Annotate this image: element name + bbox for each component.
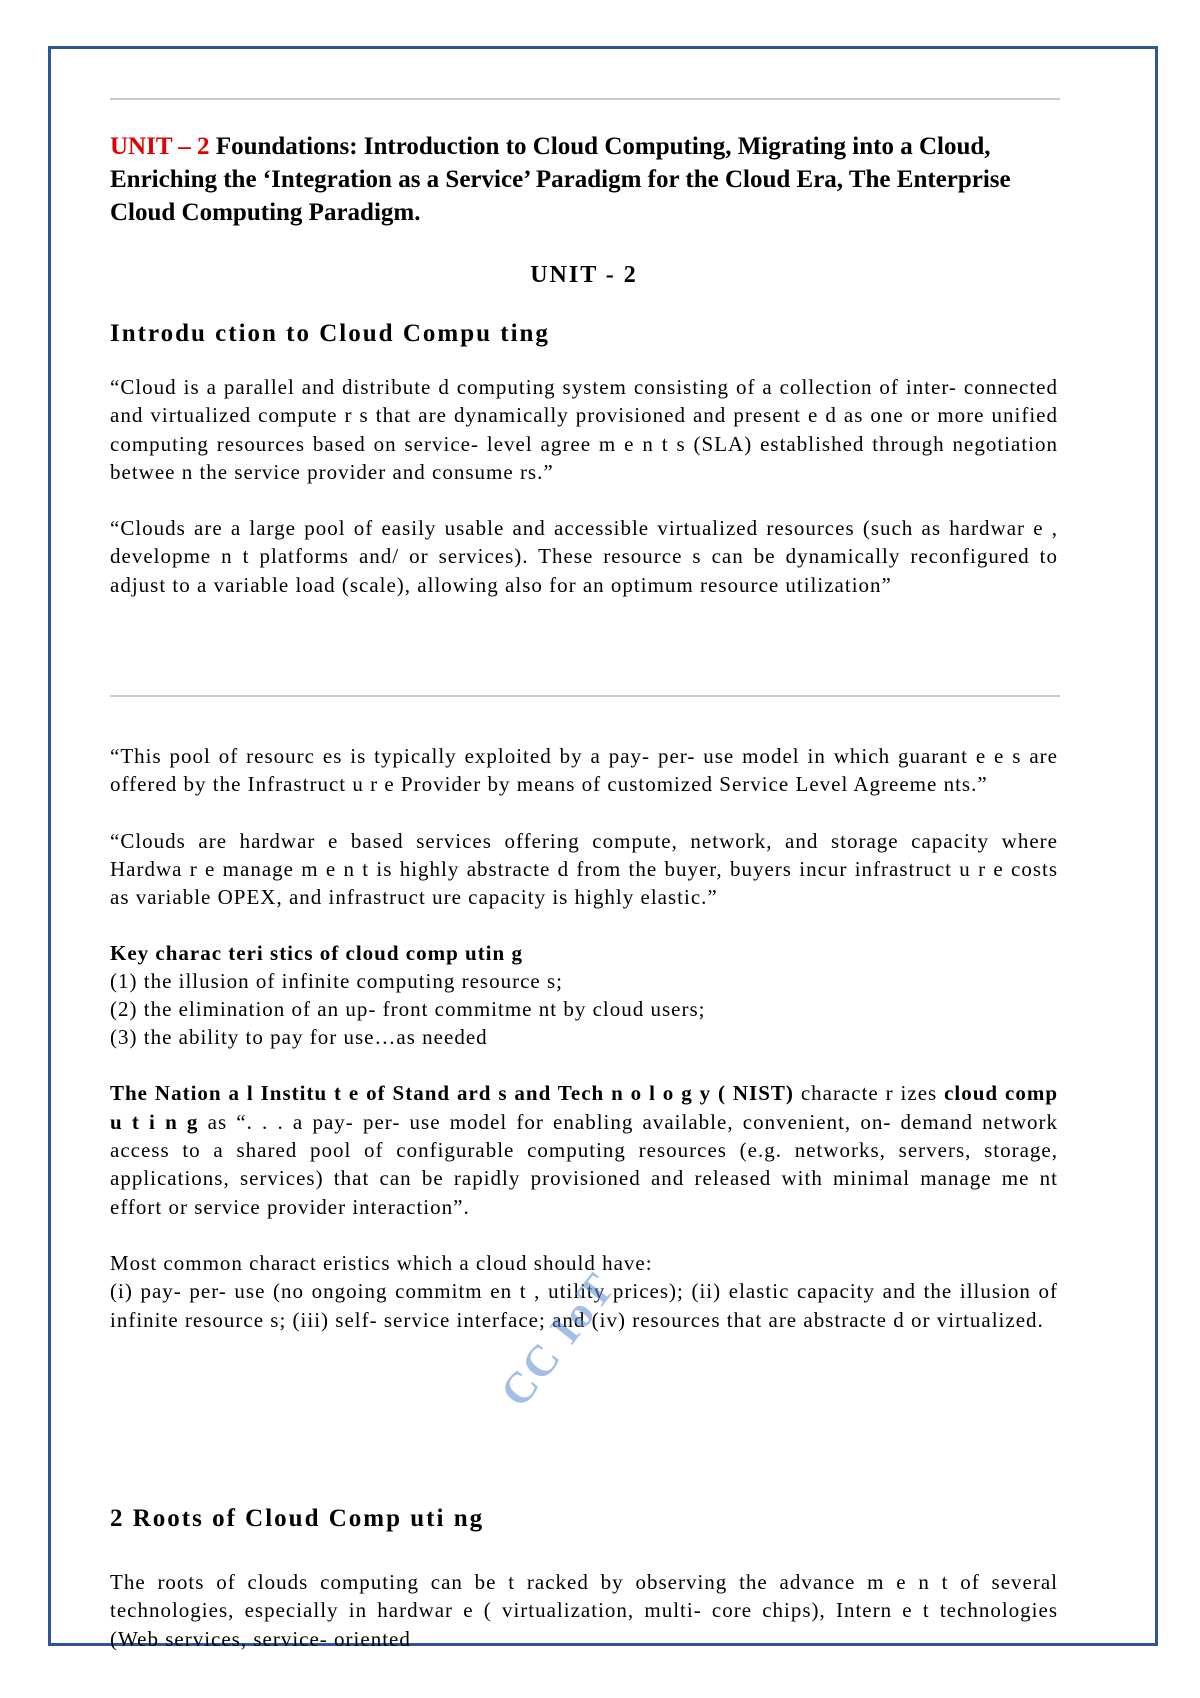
paragraph-definition-2: “Clouds are a large pool of easily usable and accessible virtualized resources (such as hardwar e , developme n t platforms and/ or services). These resource s can be dynamically reconfigured to adjust to a variable load (scale), allowing also for an optimum resource utilization” (110, 516, 1058, 597)
watermark: CC IoT (490, 1263, 625, 1416)
list-item: (2) the elimination of an up- front commitme nt by cloud users; (110, 997, 706, 1022)
page-break-rule (110, 695, 1060, 697)
top-rule (110, 98, 1060, 100)
list-item: (1) the illusion of infinite computing resource s; (110, 969, 563, 994)
nist-paragraph (110, 1079, 1058, 1220)
unit-title: UNIT - 2 (530, 262, 638, 288)
key-characteristics-heading: Key charac teri stics of cloud comp utin g (110, 941, 523, 966)
paragraph-definition-4: “Clouds are hardwar e based services offering compute, network, and storage capacity where Hardwa r e manage m e n t is highly abstracte d from the buyer, buyers incur infrastruct u r e costs as variable OPEX, and infrastruct ure capacity is highly elastic.” (110, 828, 1058, 910)
paragraph-definition-3: “This pool of resourc es is typically exploited by a pay- per- use model in which guarant e e s are offered by the Infrastruct u r e Provider by means of customized Service Level Agreeme nts.” (110, 744, 1058, 797)
list-item: (3) the ability to pay for use…as needed (110, 1025, 488, 1050)
document-body-continued (110, 742, 1058, 1334)
common-characteristics-text: (i) pay- per- use (no ongoing commitm en t , utility prices); (ii) elastic capacity and the illusion of infinite resource s; (iii) self- service interface; and (iv) resources that are abstracte d or virtualized. (110, 1279, 1058, 1332)
roots-heading: 2 Roots of Cloud Comp uti ng (110, 1505, 485, 1532)
roots-section (110, 1568, 1058, 1653)
nist-text-before: characte r izes (793, 1081, 945, 1106)
unit-header (110, 130, 1058, 229)
document-body (110, 130, 1058, 599)
unit-header-title: Foundations: Introduction to Cloud Computing, Migrating into a Cloud, Enriching the ‘Integration as a Service’ Paradigm for the Cloud Era, The Enterprise Cloud Computing Paradigm. (110, 133, 1011, 226)
roots-paragraph: The roots of clouds computing can be t racked by observing the advance m e n t of several technologies, especially in hardwar e ( virtualization, multi- core chips), Intern e t technologies (Web services, service- oriented (110, 1570, 1058, 1651)
nist-cloud-computing: cloud comp u t i n g (110, 1081, 1058, 1134)
paragraph-definition-1: “Cloud is a parallel and distribute d computing system consisting of a collection of inter- connected and virtualized compute r s that are dynamically provisioned and present e d as one or more unified computing resources based on service- level agree m e n t s (SLA) established through negotiation betwee n the service provider and consume rs.” (110, 375, 1058, 484)
common-characteristics-intro: Most common charact eristics which a cloud should have: (110, 1250, 653, 1275)
nist-lead: The Nation a l Institu t e of Stand ard s and Tech n o l o g y ( NIST) (110, 1081, 794, 1106)
unit-label: UNIT – 2 (110, 133, 210, 160)
intro-heading: Introdu ction to Cloud Compu ting (110, 320, 550, 347)
nist-text-after: as “. . . a pay- per- use model for enabling available, convenient, on- demand network access to a shared pool of configurable computing resources (e.g. networks, servers, storage, applications, services) that can be rapidly provisioned and released with minimal manage me nt effort or service provider interaction”. (110, 1109, 1058, 1219)
